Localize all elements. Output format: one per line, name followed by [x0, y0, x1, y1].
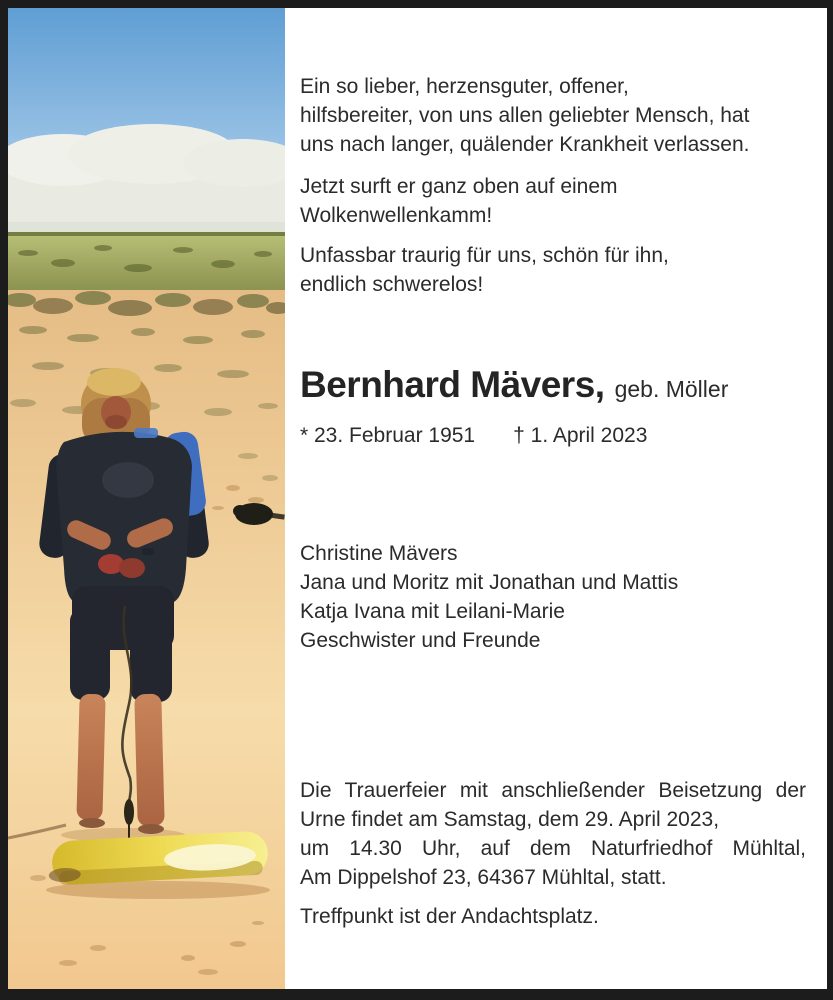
surf-line: Jetzt surft er ganz oben auf einem: [300, 175, 618, 198]
birth-date: * 23. Februar 1951: [300, 424, 476, 447]
meeting-point: [300, 902, 806, 931]
mourner: Jana und Moritz mit Jonathan und Mattis: [300, 571, 679, 594]
funeral-line: um 14.30 Uhr, auf dem Naturfriedhof Mühltal,: [300, 837, 806, 860]
right-shin: [134, 694, 164, 827]
funeral-line: Am Dippelshof 23, 64367 Mühltal, statt.: [300, 866, 667, 889]
grief-line: endlich schwerelos!: [300, 273, 484, 296]
chest-print: [102, 462, 154, 498]
opening-line: hilfsbereiter, von uns allen geliebter Mensch, hat: [300, 104, 750, 127]
meeting-point-line: Treffpunkt ist der Andachtsplatz.: [300, 905, 599, 928]
right-hand: [119, 558, 145, 578]
surf-paragraph: [300, 172, 806, 230]
life-dates: [300, 421, 806, 450]
obituary-text: [300, 0, 806, 1000]
mourners-list: [300, 539, 806, 655]
funeral-line: Urne findet am Samstag, dem 29. April 2023,: [300, 808, 720, 831]
opening-line: uns nach langer, quälender Krankheit verlassen.: [300, 133, 750, 156]
memorial-photo: [8, 8, 285, 989]
funeral-details: [300, 776, 806, 892]
opening-line: Ein so lieber, herzensguter, offener,: [300, 75, 629, 98]
collar: [134, 428, 158, 438]
death-date: † 1. April 2023: [513, 424, 648, 447]
beard: [105, 415, 127, 429]
opening-paragraph: [300, 72, 806, 159]
watch: [142, 548, 154, 555]
left-foot: [79, 818, 105, 828]
surf-line: Wolkenwellenkamm!: [300, 204, 493, 227]
dune-grass: [8, 232, 285, 292]
mourner: Geschwister und Freunde: [300, 629, 541, 652]
funeral-line: Die Trauerfeier mit anschließender Beisetzung der: [300, 779, 806, 802]
maiden-name: geb. Möller: [614, 376, 729, 402]
grief-line: Unfassbar traurig für uns, schön für ihn,: [300, 244, 669, 267]
right-foot: [138, 824, 164, 834]
beach-photo-illustration: [8, 8, 285, 989]
leash-plug: [124, 799, 134, 825]
right-thigh: [130, 608, 172, 702]
deceased-name: Bernhard Mävers,: [300, 364, 605, 405]
left-shin: [76, 694, 105, 821]
wetsuit-torso: [56, 432, 192, 602]
mourner: Christine Mävers: [300, 542, 458, 565]
left-thigh: [70, 608, 110, 700]
hair-highlight: [87, 368, 141, 396]
mourner: Katja Ivana mit Leilani-Marie: [300, 600, 565, 623]
clouds: [8, 124, 285, 238]
deceased-name-row: [300, 364, 806, 412]
grief-paragraph: [300, 241, 806, 299]
